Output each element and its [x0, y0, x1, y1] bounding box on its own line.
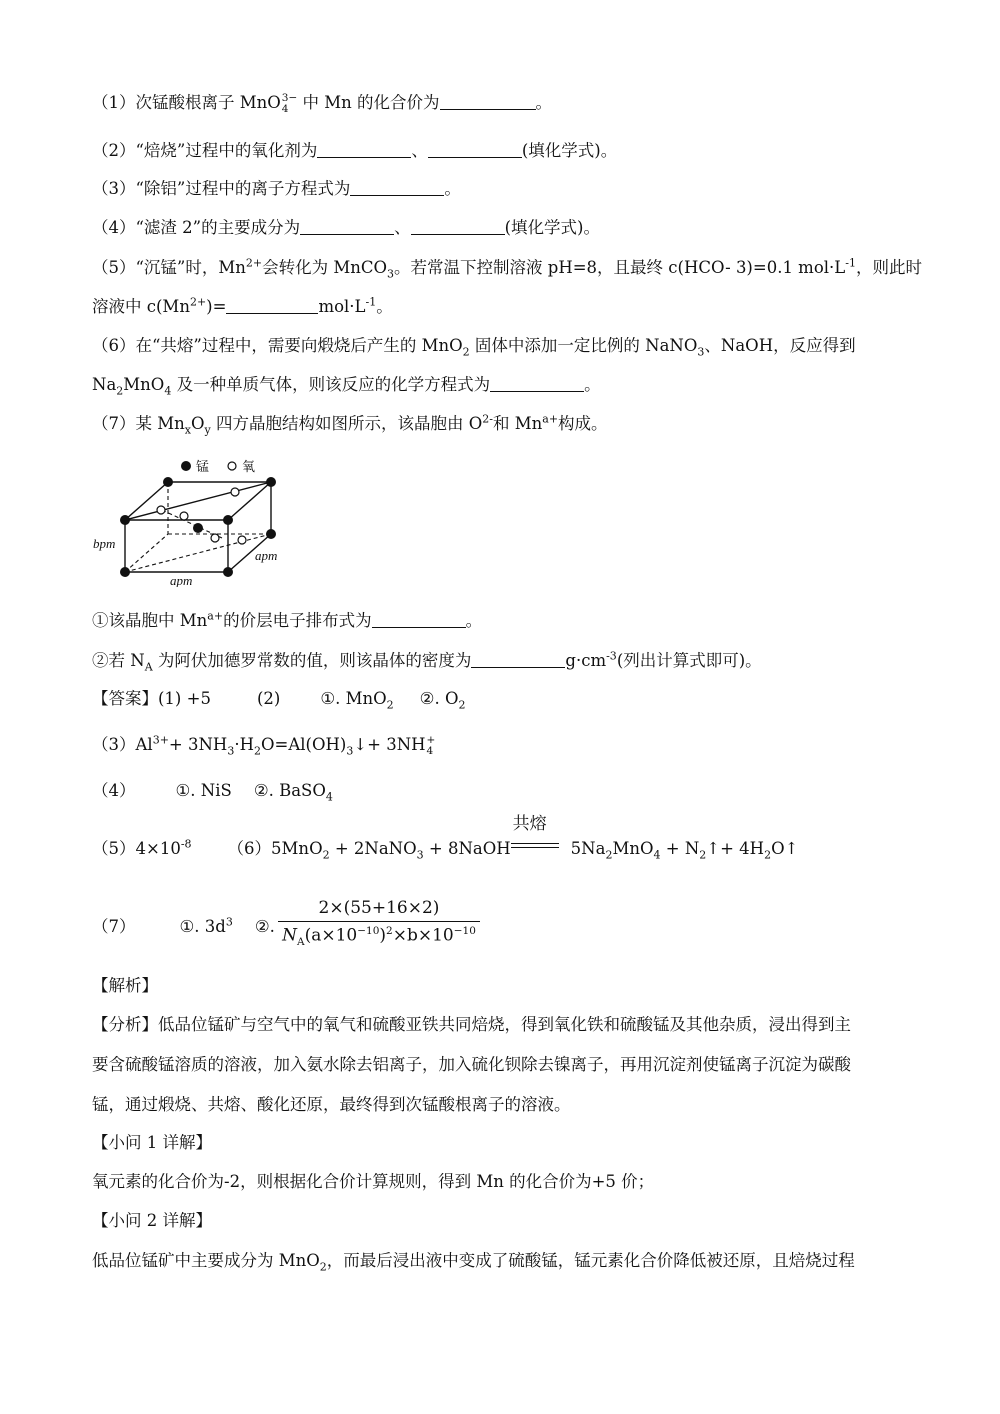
analysis-heading: 【解析】 — [92, 976, 158, 995]
manganese-atoms — [120, 461, 276, 577]
answer-blank — [471, 650, 565, 668]
subquestion-1-text: 氧元素的化合价为-2，则根据化合价计算规则，得到 Mn 的化合价为+5 价； — [92, 1172, 655, 1191]
question-1: （1）次锰酸根离子 MnO 3− 4 中 Mn 的化合价为 。 — [92, 91, 553, 115]
oxygen-atoms — [157, 462, 246, 544]
reaction-arrow — [511, 814, 559, 855]
question-5-line-1: （5）“沉锰”时，$Mn^{2+}$会转化为 MnCO$_3$。若常温下控制溶液 pH=8，且最终 c(HCO- 3)=0.1 $mol\cdot L^{-1}$，则此时 — [92, 256, 922, 281]
answer-line-1: 【答案】(1) +5 (2) ①. MnO$_2$ ②. $O_2$ — [92, 689, 466, 712]
a-side-dimension-label: apm — [255, 548, 278, 563]
question-6-line-2: $Na_2MnO_4$ 及一种单质气体，则该反应的化学方程式为 。 — [92, 375, 601, 398]
question-3: （3）“除铝”过程中的离子方程式为 。 — [92, 179, 461, 198]
answer-blank — [317, 140, 411, 158]
analysis-text-line-2: 要含硫酸锰溶质的溶液，加入氨水除去铝离子，加入硫化钡除去镍离子，再用沉淀剂使锰离子沉淀为碳酸 — [92, 1055, 851, 1074]
answer-7: （7） ①. $3d^3$ ②. — [92, 915, 275, 936]
answer-blank — [226, 296, 318, 314]
density-denominator: $N_A(a\times 10^{-10})^2\times b\times 10^{-10}$ — [282, 925, 476, 949]
question-7-part-2: ②若 $N_A$ 为阿伏加德罗常数的值，则该晶体的密度为 $g\cdot cm^{-3}$(列出计算式即可)。 — [92, 649, 762, 674]
answer-3: $(3)Al^{3+}+$ $3NH_3\cdot H_2O=Al(OH)_3↓+ 3NH$ + 4 — [92, 733, 436, 758]
reaction-condition: 共熔 — [512, 814, 547, 834]
legend-mn-label: 锰 — [196, 459, 210, 474]
question-4: （4）“滤渣 2”的主要成分为 、 (填化学式)。 — [92, 218, 600, 237]
crystal-cell-figure — [90, 452, 300, 587]
density-numerator: 2×(55+16×2) — [278, 898, 480, 922]
subquestion-2-text: 低品位锰矿中主要成分为 MnO$_2$，而最后浸出液中变成了硫酸锰，锰元素化合价降低被还原，且焙烧过程 — [92, 1251, 855, 1274]
subquestion-1-heading: 【小问 1 详解】 — [92, 1133, 212, 1152]
subquestion-2-heading: 【小问 2 详解】 — [92, 1211, 212, 1230]
answer-5-6: $(5)4\times 10^{-8}$ （6）5MnO$_2$ + 2NaNO$_3$ + 8NaOH 共熔 $5Na_2MnO_4$ + $N_2↑+$ $4H_2O↑$ — [92, 814, 799, 862]
question-6-line-1: （6）在“共熔”过程中，需要向煅烧后产生的 MnO$_2$ 固体中添加一定比例的 NaNO$_3$、NaOH，反应得到 — [92, 336, 856, 359]
answer-blank — [428, 140, 522, 158]
answer-blank — [350, 178, 444, 196]
question-7: （7）某 $Mn_xO_y$ 四方晶胞结构如图所示，该晶胞由 $O^{2-}$和 $Mn^{a+}$构成。 — [92, 412, 608, 437]
question-7-part-1: ①该晶胞中 $Mn^{a+}$的价层电子排布式为 。 — [92, 609, 483, 630]
analysis-text-line-3: 锰，通过煅烧、共熔、酸化还原，最终得到次锰酸根离子的溶液。 — [92, 1095, 571, 1114]
answer-4: （4） ①. NiS ②. BaSO$_4$ — [92, 781, 333, 804]
legend-o-label: 氧 — [242, 459, 256, 474]
question-5-line-2: 溶液中 $c(Mn^{2+})= mol\cdot L^{-1}$。 — [92, 295, 393, 316]
mno4-charge: 3− 4 — [281, 91, 298, 115]
answer-blank — [300, 217, 394, 235]
question-2: （2）“焙烧”过程中的氧化剂为 、 (填化学式)。 — [92, 141, 618, 160]
answer-blank — [411, 217, 505, 235]
analysis-text-line-1: 【分析】低品位锰矿与空气中的氧气和硫酸亚铁共同焙烧，得到氧化铁和硫酸锰及其他杂质，浸出得到主 — [92, 1015, 851, 1034]
a-bottom-dimension-label: apm — [170, 573, 193, 587]
answer-blank — [372, 610, 466, 628]
b-dimension-label: bpm — [93, 536, 116, 551]
answer-blank — [490, 374, 584, 392]
answer-blank — [440, 92, 536, 110]
density-fraction — [278, 898, 480, 948]
